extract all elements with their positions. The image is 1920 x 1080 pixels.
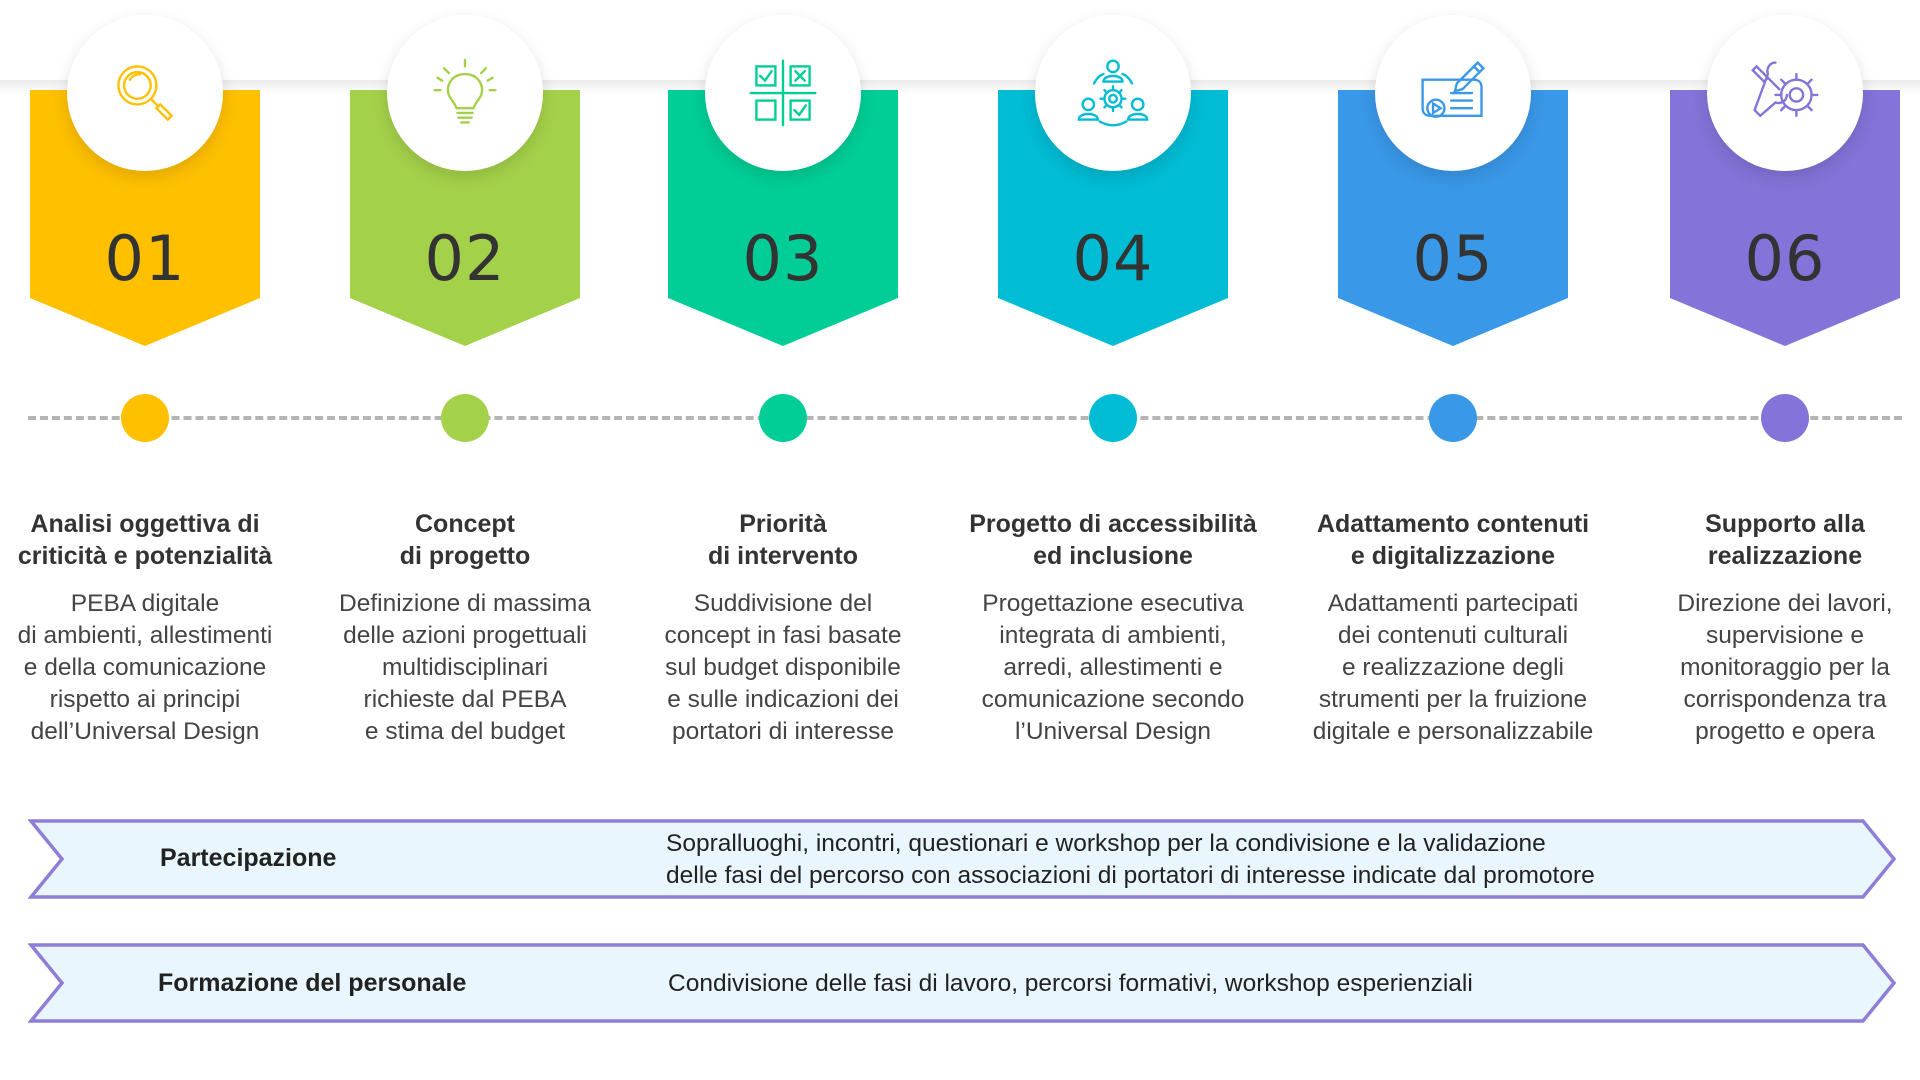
step-description: Adattamenti partecipati dei contenuti culturali e realizzazione degli strumenti per la fruizione digitale e personalizzabile <box>1312 590 1594 745</box>
timeline-dot <box>441 394 489 442</box>
timeline-dot <box>1761 394 1809 442</box>
icon-circle <box>387 15 543 171</box>
step-title: Adattamento contenuti e digitalizzazione <box>1316 510 1590 570</box>
media-document-icon <box>1415 55 1491 131</box>
tools-gear-icon <box>1747 55 1823 131</box>
checklist-grid-icon <box>745 55 821 131</box>
step-05 <box>1308 0 1598 1080</box>
step-02 <box>320 0 610 1080</box>
step-title: Concept di progetto <box>399 510 531 570</box>
staff-training-row <box>28 942 1898 1024</box>
step-description: Definizione di massima delle azioni progettuali multidisciplinari richieste dal PEBA e stima del budget <box>339 590 591 745</box>
row-text: Condivisione delle fasi di lavoro, percorsi formativi, workshop esperienziali <box>668 970 1473 997</box>
step-title: Supporto alla realizzazione <box>1705 510 1865 570</box>
step-title: Priorità di intervento <box>707 510 858 570</box>
step-number: 02 <box>424 222 506 295</box>
step-description: Progettazione esecutiva integrata di ambienti, arredi, allestimenti e comunicazione secondo l’Universal Design <box>981 590 1245 745</box>
timeline-dot <box>1429 394 1477 442</box>
icon-circle <box>1035 15 1191 171</box>
icon-circle <box>1707 15 1863 171</box>
icon-circle <box>705 15 861 171</box>
step-number: 03 <box>742 222 824 295</box>
row-label: Formazione del personale <box>158 969 467 997</box>
step-title: Analisi oggettiva di criticità e potenzialità <box>17 510 273 570</box>
step-04 <box>968 0 1258 1080</box>
participation-row <box>28 818 1898 900</box>
step-number: 06 <box>1744 222 1826 295</box>
step-title: Progetto di accessibilità ed inclusione <box>969 510 1257 570</box>
timeline-dot <box>759 394 807 442</box>
step-description: Direzione dei lavori, supervisione e monitoraggio per la corrispondenza tra progetto e opera <box>1677 590 1893 745</box>
step-01 <box>0 0 290 1080</box>
timeline-line <box>28 416 1902 420</box>
team-gear-icon <box>1075 55 1151 131</box>
row-label: Partecipazione <box>160 844 337 872</box>
timeline-dot <box>1089 394 1137 442</box>
step-number: 04 <box>1072 222 1154 295</box>
magnifier-icon <box>107 55 183 131</box>
step-03 <box>638 0 928 1080</box>
step-description: PEBA digitale di ambienti, allestimenti e della comunicazione rispetto ai principi dell’Universal Design <box>17 590 273 745</box>
row-text: Sopralluoghi, incontri, questionari e workshop per la condivisione e la validazione delle fasi del percorso con associazioni di portatori di interesse indicate dal promotore <box>666 830 1595 889</box>
step-number: 05 <box>1412 222 1494 295</box>
timeline-dot <box>121 394 169 442</box>
icon-circle <box>1375 15 1531 171</box>
step-description: Suddivisione del concept in fasi basate sul budget disponibile e sulle indicazioni dei portatori di interesse <box>664 590 902 745</box>
lightbulb-icon <box>427 55 503 131</box>
step-number: 01 <box>104 222 186 295</box>
icon-circle <box>67 15 223 171</box>
step-06 <box>1640 0 1920 1080</box>
